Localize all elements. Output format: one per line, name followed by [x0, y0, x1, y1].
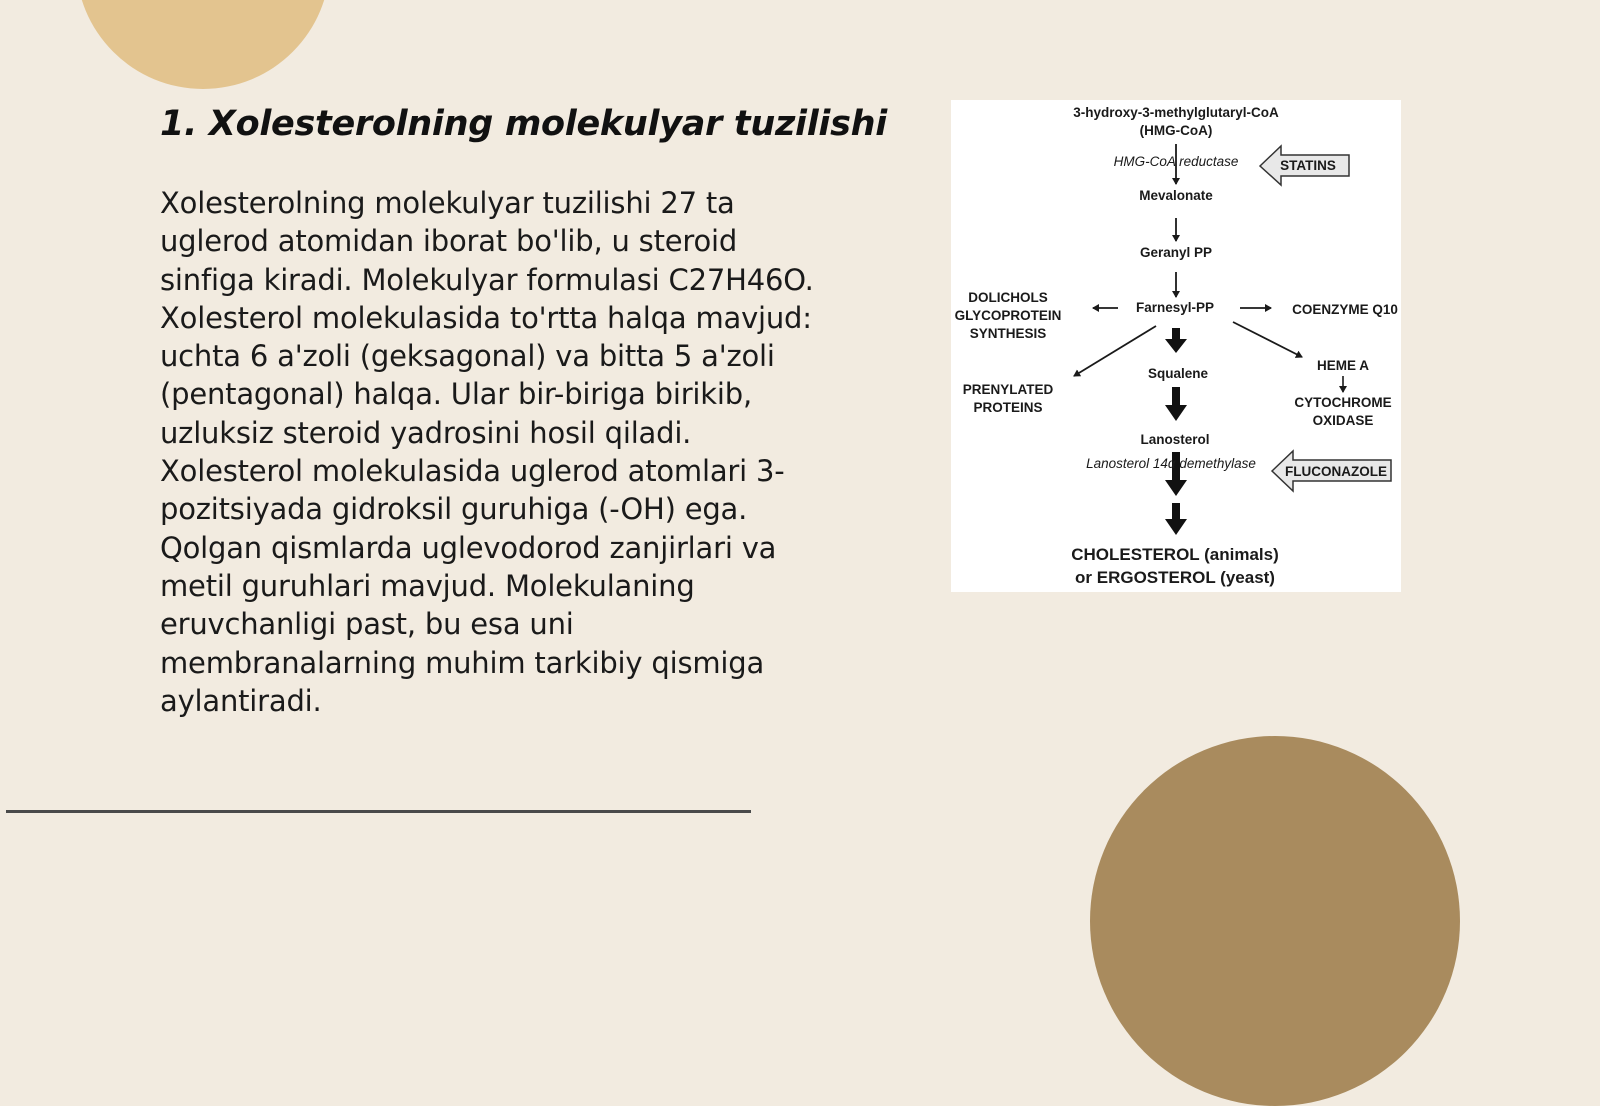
ergosterol-label: or ERGOSTEROL (yeast) — [1075, 568, 1275, 587]
proteins-label: PROTEINS — [973, 400, 1043, 415]
lanosterol-label: Lanosterol — [1140, 432, 1210, 447]
coenzyme-q10-label: COENZYME Q10 — [1292, 302, 1398, 317]
arrow-to-prenylated-proteins — [1074, 326, 1156, 376]
cytochrome-label: CYTOCHROME — [1294, 395, 1392, 410]
squalene-label: Squalene — [1147, 366, 1209, 381]
arrow-to-heme-a — [1233, 322, 1302, 357]
geranyl-pp-label: Geranyl PP — [1139, 245, 1213, 260]
arrow-squalene-to-lanosterol — [1165, 387, 1187, 421]
dolichols-label: DOLICHOLS — [968, 290, 1048, 305]
cholesterol-pathway-diagram — [951, 100, 1401, 592]
slide-title: 1. Xolesterolning molekulyar tuzilishi — [160, 104, 887, 144]
fluconazole-label: FLUCONAZOLE — [1285, 464, 1387, 479]
arrow-farnesyl-to-squalene — [1165, 328, 1187, 353]
slide-body-text: Xolesterolning molekulyar tuzilishi 27 ta uglerod atomidan iborat bo'lib, u steroid sinfiga kiradi. Molekulyar formulasi C27H46O. Xolesterol molekulasida to'rtta halqa mavjud: uchta 6 a'zoli (geksagonal) va bitta 5 a'zoli (pentagonal) halqa. Ular bir-biriga birikib, uzluksiz steroid yadrosini hosil qiladi. Xolesterol molekulasida uglerod atomlari 3-pozitsiyada gidroksil guruhiga (-OH) ega. Qolgan qismlarda uglevodorod zanjirlari va metil guruhlari mavjud. Molekulaning eruvchanligi past, bu esa uni membranalarning muhim tarkibiy qismiga aylantiradi. — [160, 186, 814, 718]
divider-line — [6, 810, 751, 813]
glycoprotein-label: GLYCOPROTEIN — [954, 308, 1062, 323]
oxidase-label: OXIDASE — [1312, 413, 1374, 428]
hmg-coa-label: 3-hydroxy-3-methylglutaryl-CoA — [1073, 105, 1279, 120]
arrow-to-cholesterol — [1165, 503, 1187, 535]
heme-a-label: HEME A — [1316, 358, 1370, 373]
cholesterol-label: CHOLESTEROL (animals) — [1071, 545, 1279, 564]
decorative-circle-top — [76, 0, 330, 89]
hmg-reductase-label: HMG-CoA reductase — [1113, 154, 1239, 169]
synthesis-label: SYNTHESIS — [969, 326, 1047, 341]
hmg-coa-abbrev-label: (HMG-CoA) — [1139, 123, 1213, 138]
statins-label: STATINS — [1280, 158, 1336, 173]
decorative-circle-bottom — [1090, 736, 1460, 1106]
farnesyl-pp-label: Farnesyl-PP — [1135, 300, 1215, 315]
prenylated-label: PRENYLATED — [962, 382, 1054, 397]
mevalonate-label: Mevalonate — [1139, 188, 1213, 203]
lanosterol-demethylase-label: Lanosterol 14α demethylase — [1086, 456, 1256, 471]
